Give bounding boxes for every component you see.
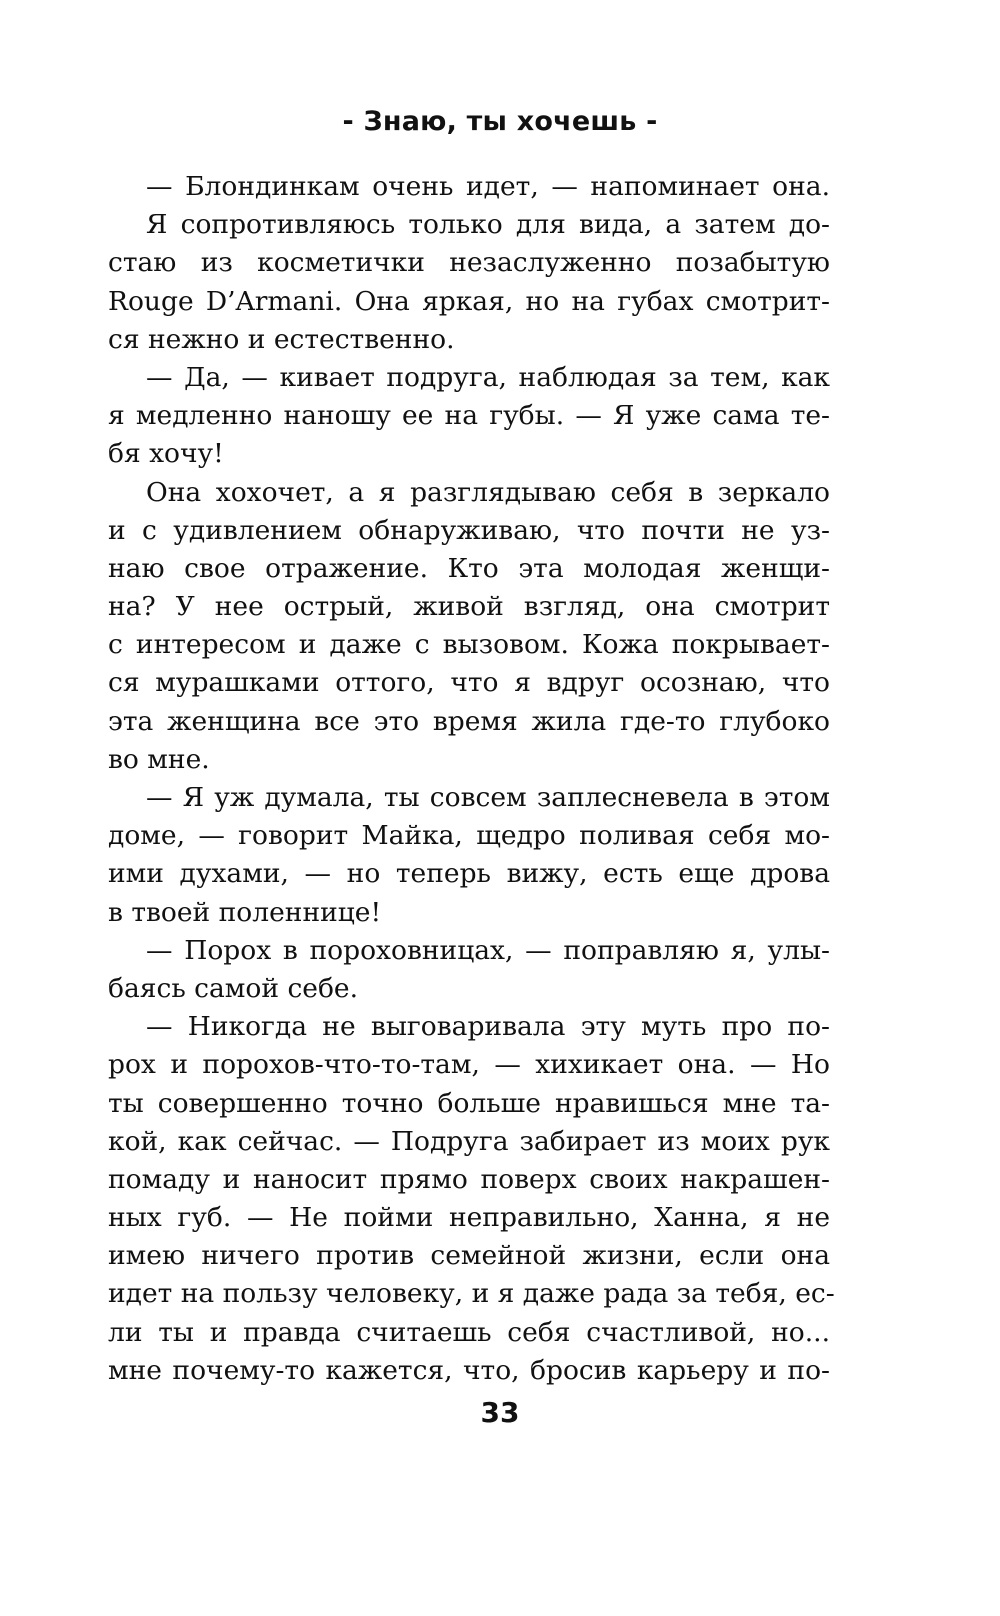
text-line: ных губ. — Не пойми неправильно, Ханна, я не [108, 1202, 830, 1234]
text-line: ли ты и правда считаешь себя счастливой, но... [108, 1316, 830, 1348]
text-line: кой, как сейчас. — Подруга забирает из моих рук [108, 1125, 830, 1157]
text-line: мне почему-то кажется, что, бросив карьеру и по- [108, 1354, 830, 1386]
text-line: ся нежно и естественно. [108, 323, 455, 355]
text-line: баясь самой себе. [108, 972, 359, 1004]
text-line: наю свое отражение. Кто эта молодая женщи- [108, 552, 830, 584]
text-line: Rouge D’Armani. Она яркая, но на губах смотрит- [108, 285, 830, 317]
text-line: эта женщина все это время жила где-то глубоко [108, 705, 830, 737]
text-line: ими духами, — но теперь вижу, есть еще дрова [108, 858, 830, 890]
text-line: бя хочу! [108, 438, 224, 470]
text-line: помаду и наносит прямо поверх своих накрашен- [108, 1163, 830, 1195]
text-line: я медленно наношу ее на губы. — Я уже сама те- [108, 400, 830, 432]
text-line: ся мурашками оттого, что я вдруг осознаю, что [108, 667, 830, 699]
text-line: имею ничего против семейной жизни, если она [108, 1240, 830, 1272]
text-line: — Никогда не выговаривала эту муть про по- [146, 1011, 830, 1043]
text-line: рох и порохов-что-то-там, — хихикает она. — Но [108, 1049, 830, 1081]
text-line: и с удивлением обнаруживаю, что почти не уз- [108, 514, 830, 546]
text-line: Я сопротивляюсь только для вида, а затем до- [146, 209, 830, 241]
text-line: стаю из косметички незаслуженно позабытую [108, 247, 830, 279]
text-line: Она хохочет, а я разглядываю себя в зеркало [146, 476, 830, 508]
text-line: — Блондинкам очень идет, — напоминает она. [146, 171, 830, 202]
text-line: — Да, — кивает подруга, наблюдая за тем, как [146, 361, 830, 393]
text-line: доме, — говорит Майка, щедро поливая себя мо- [108, 820, 830, 852]
text-line: — Порох в пороховницах, — поправляю я, улы- [146, 934, 830, 966]
text-line: идет на пользу человеку, и я даже рада за тебя, ес- [108, 1278, 835, 1310]
text-line: ты совершенно точно больше нравишься мне та- [108, 1087, 830, 1119]
text-line: в твоей поленнице! [108, 896, 382, 928]
body-text [108, 168, 835, 1390]
text-line: во мне. [108, 743, 210, 775]
text-line: на? У нее острый, живой взгляд, она смотрит [108, 591, 830, 623]
page-number: 33 [480, 1396, 520, 1429]
text-line: — Я уж думала, ты совсем заплесневела в этом [146, 782, 830, 813]
text-line: с интересом и даже с вызовом. Кожа покрывает- [108, 629, 830, 661]
running-title: - Знаю, ты хочешь - [342, 106, 658, 137]
